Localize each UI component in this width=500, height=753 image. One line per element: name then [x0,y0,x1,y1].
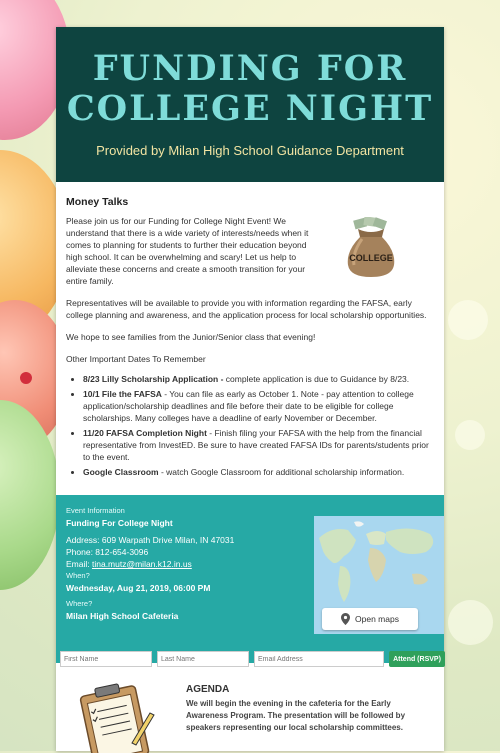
clipboard-image [66,683,156,753]
event-address: Address: 609 Warpath Drive Milan, IN 47031 [66,535,235,545]
paragraph-representatives: Representatives will be available to provide you with information regarding the FAFSA, early college planning and awareness, and the application process for local scholarship opportunities. [66,298,427,320]
list-item [83,427,434,463]
agenda-title: AGENDA [186,684,230,695]
paragraph-families: We hope to see families from the Junior/Senior class that evening! [66,332,316,342]
confetti-dot [20,372,32,384]
agenda-section [56,677,444,751]
email-prefix: Email: [66,559,92,569]
bokeh-light [455,420,485,450]
flyer-subtitle: Provided by Milan High School Guidance Department [96,143,404,158]
money-bag-image [340,217,402,279]
list-item [83,466,434,478]
event-phone: Phone: 812-654-3096 [66,547,149,557]
event-email-link[interactable]: tina.mutz@milan.k12.in.us [91,559,192,569]
flyer-title [56,27,444,129]
list-item [83,388,434,424]
event-details [66,505,306,622]
open-maps-label: Open maps [355,614,399,624]
event-name: Funding For College Night [66,518,173,528]
event-info-label: Event Information [66,506,125,515]
where-label: Where? [66,599,93,608]
rsvp-button[interactable]: Attend (RSVP) [389,651,445,667]
intro-paragraph: Please join us for our Funding for College Night Event! We understand that there is a wide variety of interests/needs when it comes to planning for students to further their education beyond high school. It can be overwhelming and scary! Let us help to alleviate these concerns and create a smooth transition for your entire family. [66,216,309,286]
date-desc: - You can file as early as October 1. Note - pay attention to college application/scholarship deadlines and file before their date to be eligible for college scholarships. Many colleges have a deadline of early November or December. [83,389,414,423]
paragraph-dates-heading: Other Important Dates To Remember [66,354,206,364]
bokeh-light [448,300,488,340]
money-talks-section [56,182,444,478]
bokeh-light [448,600,493,645]
event-map[interactable] [314,516,444,634]
date-title: 10/1 File the FAFSA [83,389,162,399]
flyer-card [56,27,444,751]
date-title: 8/23 Lilly Scholarship Application - [83,374,224,384]
date-title: 11/20 FAFSA Completion Night [83,428,207,438]
date-desc: complete application is due to Guidance by 8/23. [223,374,410,384]
event-where: Milan High School Cafeteria [66,611,179,621]
event-email-row [66,558,306,570]
rsvp-form [56,648,448,670]
dates-list [66,373,434,478]
date-title: Google Classroom [83,467,159,477]
intro-block [66,215,434,287]
when-label: When? [66,571,90,580]
title-line-2: COLLEGE NIGHT [66,88,434,129]
email-input[interactable] [254,651,384,667]
open-maps-button[interactable] [322,608,418,630]
event-when: Wednesday, Aug 21, 2019, 06:00 PM [66,583,211,593]
last-name-input[interactable] [157,651,249,667]
list-item [83,373,434,385]
first-name-input[interactable] [60,651,152,667]
date-desc: - watch Google Classroom for additional scholarship information. [158,467,405,477]
flyer-header [56,27,444,182]
agenda-text: We will begin the evening in the cafeteria for the Early Awareness Program. The presentation will be followed by speakers representing our local scholarship committees. [186,699,406,732]
section-heading: Money Talks [66,196,129,208]
title-line-1: FUNDING FOR [92,48,408,89]
event-info-section [56,495,444,663]
bag-label: COLLEGE [349,253,393,263]
map-pin-icon [341,613,350,625]
date-desc: - Finish filing your FAFSA with the help from the financial representative from InvestED. Be sure to have created FAFSA IDs for parents/students prior to the event. [83,428,429,462]
